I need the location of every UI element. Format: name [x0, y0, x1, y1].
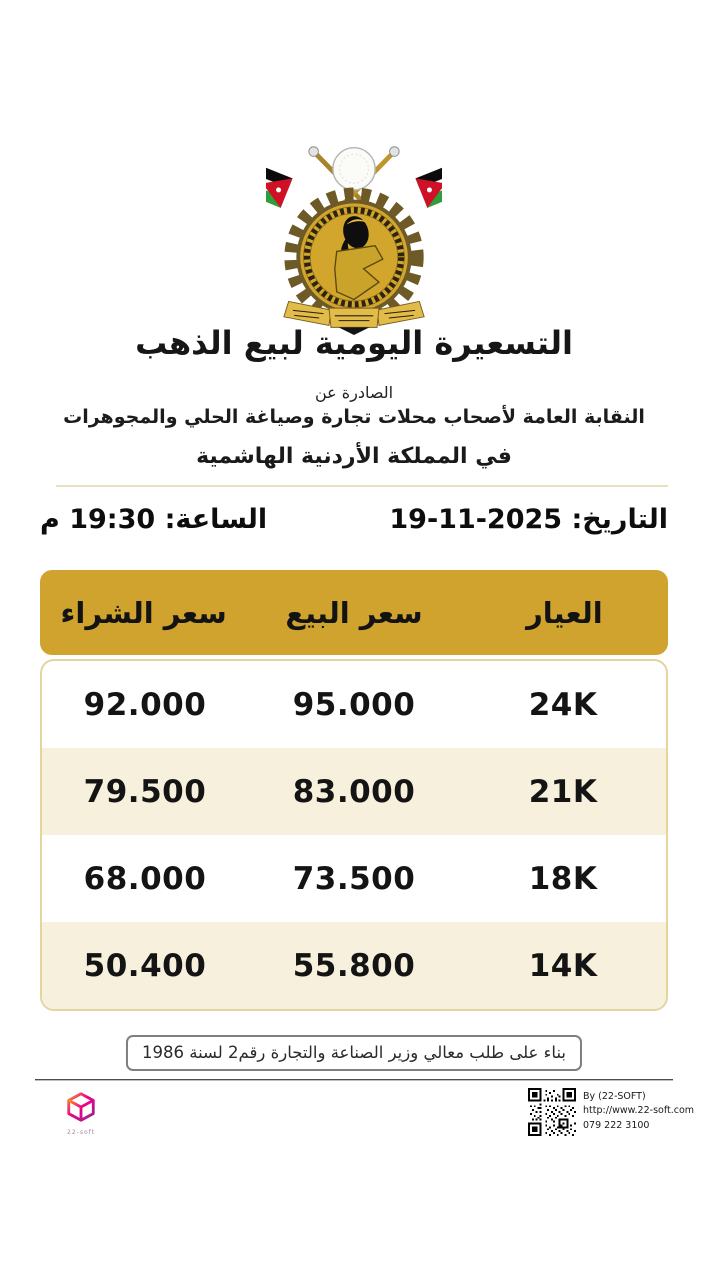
vendor-logo-caption: 22-soft — [67, 1129, 95, 1136]
footer-divider — [35, 1079, 673, 1081]
issued-by-label: الصادرة عن — [314, 383, 394, 402]
jordan-flag-left-icon — [266, 156, 293, 208]
karat-cell: 14K — [528, 947, 598, 984]
date-value: 19-11-2025 — [389, 504, 563, 535]
syndicate-name: النقابة العامة لأصحاب محلات تجارة وصياغة الحلي والمجوهرات — [63, 406, 645, 428]
vendor-contact — [583, 1088, 694, 1133]
time-field — [40, 504, 267, 535]
sell-price-cell: 95.000 — [292, 686, 416, 723]
column-header-sell: سعر البيع — [285, 595, 423, 630]
buy-price-cell: 92.000 — [83, 686, 207, 723]
vendor-logo — [56, 1090, 106, 1136]
buy-price-cell: 50.400 — [83, 947, 207, 984]
sell-price-cell: 73.500 — [292, 860, 416, 897]
karat-cell: 24K — [528, 686, 598, 723]
golf-ball-icon — [333, 148, 375, 190]
buy-price-cell: 79.500 — [83, 773, 207, 810]
table-row — [42, 835, 666, 922]
cube-logo-icon — [64, 1090, 98, 1124]
syndicate-emblem-graphic — [266, 140, 442, 336]
buy-price-cell: 68.000 — [83, 860, 207, 897]
datetime-row — [40, 504, 668, 535]
table-row — [42, 661, 666, 748]
sell-price-cell: 55.800 — [292, 947, 416, 984]
table-row — [42, 748, 666, 835]
vendor-block — [528, 1088, 694, 1136]
qr-code-icon — [528, 1088, 576, 1136]
karat-cell: 18K — [528, 860, 598, 897]
time-label: الساعة: — [164, 504, 268, 535]
vendor-byline: By (22-SOFT) — [583, 1091, 646, 1102]
sell-price-cell: 83.000 — [292, 773, 416, 810]
vendor-website: http://www.22-soft.com — [583, 1105, 695, 1117]
legal-note: بناء على طلب معالي وزير الصناعة والتجارة رقم2 لسنة 1986 — [126, 1035, 582, 1071]
date-label: التاريخ: — [571, 504, 668, 535]
top-separator — [56, 485, 668, 487]
page-title: التسعيرة اليومية لبيع الذهب — [135, 324, 573, 362]
price-table-body — [40, 659, 668, 1011]
time-value: 19:30 م — [40, 504, 156, 535]
vendor-phone: 079 222 3100 — [583, 1119, 650, 1131]
table-row — [42, 922, 666, 1009]
column-header-karat: العيار — [526, 595, 603, 630]
region-line: في المملكة الأردنية الهاشمية — [196, 444, 512, 469]
syndicate-emblem — [266, 140, 442, 336]
karat-cell: 21K — [528, 773, 598, 810]
jordan-flag-right-icon — [415, 156, 442, 208]
date-field — [389, 504, 668, 535]
price-table-header — [40, 570, 668, 655]
column-header-buy: سعر الشراء — [60, 595, 227, 630]
